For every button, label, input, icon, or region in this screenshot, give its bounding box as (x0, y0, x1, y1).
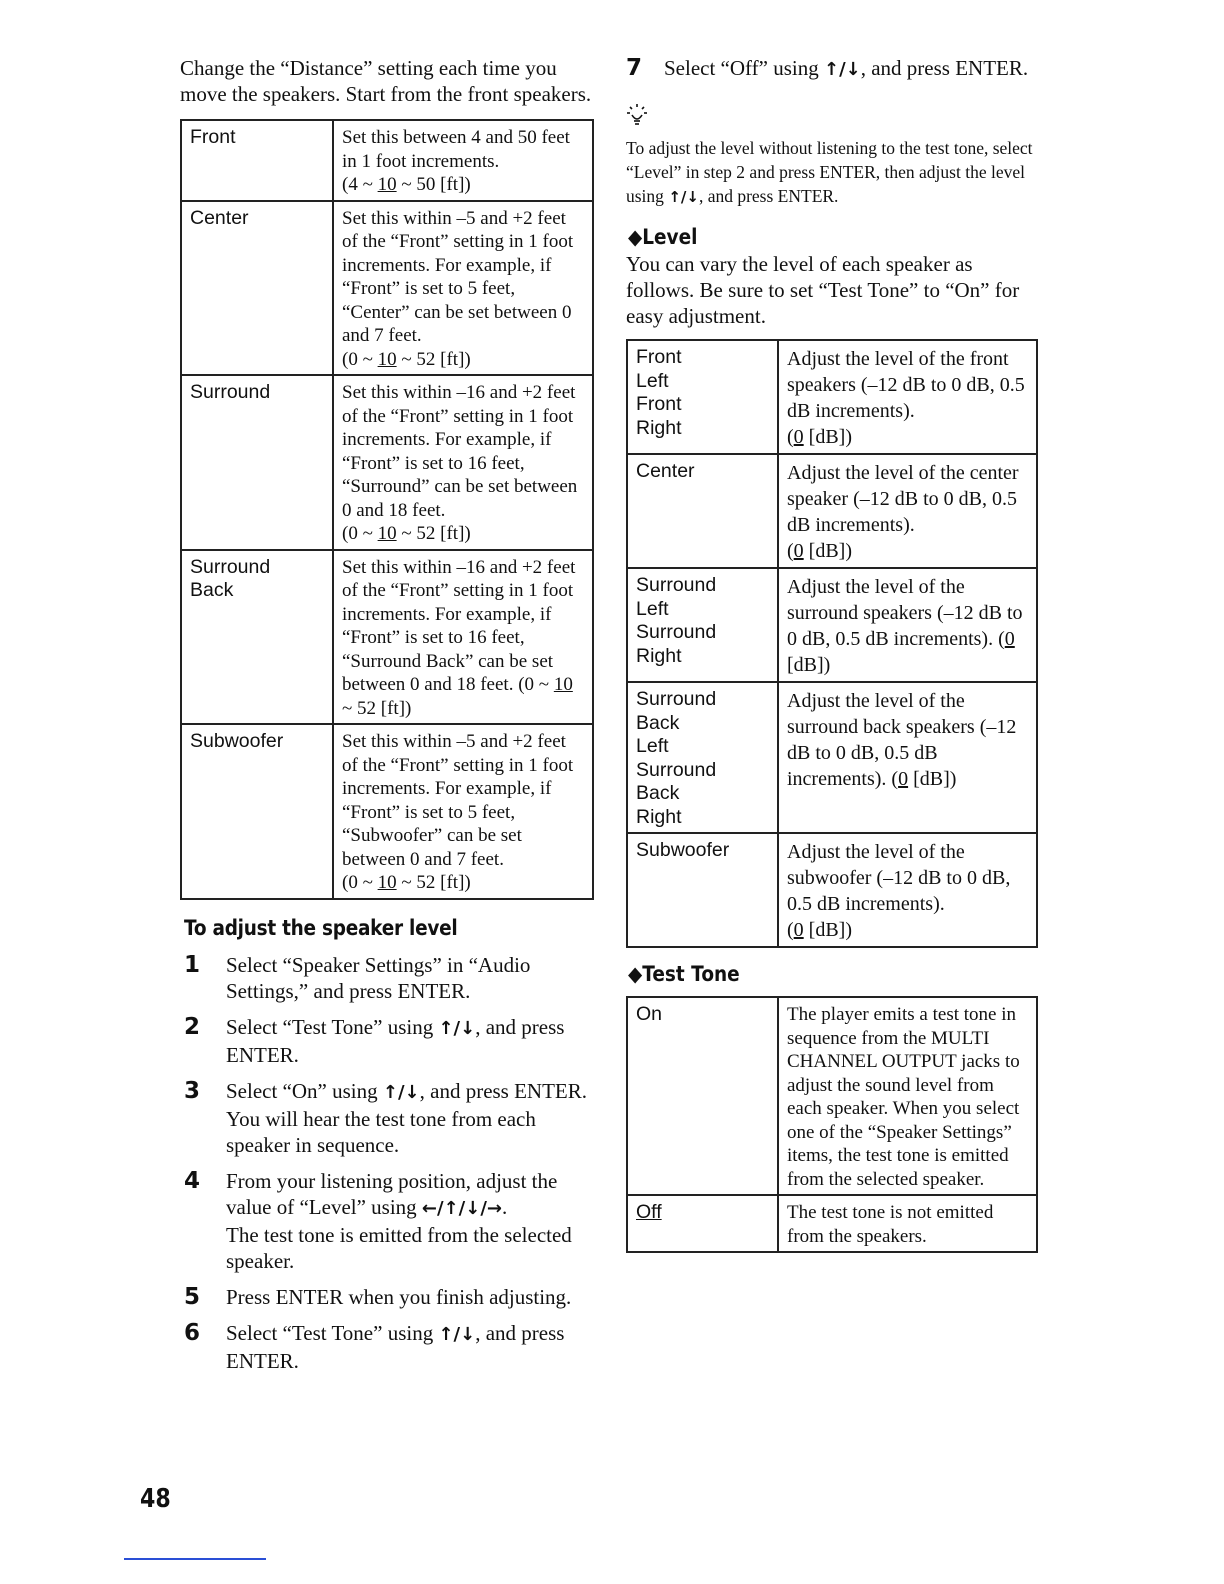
table-row (181, 375, 593, 550)
up-down-arrow-icon: ↑/↓ (382, 1081, 420, 1103)
left-column (180, 55, 594, 1384)
default-value: 0 (898, 768, 909, 790)
default-value: 0 (1004, 628, 1015, 650)
level-heading: ◆Level (628, 225, 698, 249)
step-text: Select “Speaker Settings” in “Audio Settings,” and press ENTER. (226, 952, 531, 1003)
distance-key: Center (181, 201, 333, 376)
distance-key: Subwoofer (181, 724, 333, 899)
distance-table (180, 119, 594, 900)
level-key: Subwoofer (627, 833, 778, 947)
level-description: You can vary the level of each speaker as follows. Be sure to set “Test Tone” to “On” for easy adjustment. (626, 252, 1020, 328)
distance-key: Surround Back (181, 550, 333, 725)
test-tone-table (626, 996, 1038, 1253)
default-value: 10 (377, 872, 397, 893)
right-column (626, 55, 1038, 1253)
table-row (627, 997, 1037, 1195)
distance-key: Front (181, 120, 333, 201)
table-row (181, 550, 593, 725)
table-row (627, 454, 1037, 568)
test-tone-value: The player emits a test tone in sequence from the MULTI CHANNEL OUTPUT jacks to adjust the sound level from each speaker. When you select one of the “Speaker Settings” items, the test tone is emitted from the selected speaker. (778, 997, 1037, 1195)
level-table (626, 339, 1038, 948)
default-value: 0 (793, 426, 804, 448)
step-number: 4 (184, 1167, 201, 1194)
step-number: 3 (184, 1077, 201, 1104)
default-value: 10 (377, 348, 397, 370)
table-row (627, 1195, 1037, 1252)
default-value: 0 (793, 540, 804, 562)
step-text: Select “Off” using ↑/↓, and press ENTER. (664, 56, 1029, 80)
test-tone-heading: ◆Test Tone (628, 962, 740, 986)
test-tone-key: On (627, 997, 778, 1195)
default-value: 10 (553, 674, 573, 695)
distance-value: Set this within –16 and +2 feet of the “Front” setting in 1 foot increments. For example, if “Front” is set to 16 feet, “Surround” can be set between 0 and 18 feet. (0 ~ 10 ~ 52 [ft]) (333, 375, 593, 550)
distance-value: Set this within –5 and +2 feet of the “Front” setting in 1 foot increments. For example, if “Front” is set to 5 feet, “Center” can be set between 0 and 7 feet. (0 ~ 10 ~ 52 [ft]) (333, 201, 593, 376)
test-tone-value: The test tone is not emitted from the speakers. (778, 1195, 1037, 1252)
table-row (627, 568, 1037, 682)
table-row (181, 120, 593, 201)
step-text: From your listening position, adjust the value of “Level” using ←/↑/↓/→. The test tone is emitted from the selected speaker. (226, 1168, 572, 1273)
up-down-arrow-icon: ↑/↓ (668, 188, 699, 206)
step-text: Select “On” using ↑/↓, and press ENTER. You will hear the test tone from each speaker in sequence. (226, 1078, 588, 1157)
adjust-level-heading: To adjust the speaker level (184, 915, 458, 940)
default-value: 10 (377, 523, 397, 544)
level-key: Surround Left Surround Right (627, 568, 778, 682)
footer-rule (124, 1558, 266, 1560)
step-5 (180, 1284, 594, 1310)
distance-value: Set this within –5 and +2 feet of the “Front” setting in 1 foot increments. For example, if “Front” is set to 5 feet, “Subwoofer” can be set between 0 and 7 feet. (0 ~ 10 ~ 52 [ft]) (333, 724, 593, 899)
table-row (181, 724, 593, 899)
step-1 (180, 952, 594, 1004)
table-row (627, 682, 1037, 833)
step-text: Select “Test Tone” using ↑/↓, and press ENTER. (226, 1014, 565, 1067)
level-key: Front Left Front Right (627, 340, 778, 454)
level-key: Surround Back Left Surround Back Right (627, 682, 778, 833)
step-number: 6 (184, 1319, 201, 1346)
page-number: 48 (140, 1484, 171, 1514)
step-number: 2 (184, 1013, 201, 1040)
step-6 (180, 1320, 594, 1374)
default-value: 10 (377, 174, 397, 195)
table-row (627, 340, 1037, 454)
level-value: Adjust the level of the subwoofer (–12 dB to 0 dB, 0.5 dB increments). (0 [dB]) (778, 833, 1037, 947)
table-row (627, 833, 1037, 947)
distance-intro: Change the “Distance” setting each time you move the speakers. Start from the front speakers. (180, 56, 592, 106)
hint-text: To adjust the level without listening to the test tone, select “Level” in step 2 and press ENTER, then adjust the level using ↑/↓, and press ENTER. (626, 138, 1033, 206)
hint-lightbulb-icon (626, 103, 1038, 132)
test-tone-key: Off (627, 1195, 778, 1252)
step-text: Press ENTER when you finish adjusting. (226, 1284, 572, 1309)
up-down-arrow-icon: ↑/↓ (438, 1017, 476, 1039)
distance-value: Set this between 4 and 50 feet in 1 foot increments. (4 ~ 10 ~ 50 [ft]) (333, 120, 593, 201)
up-down-arrow-icon: ↑/↓ (823, 59, 861, 80)
distance-value: Set this within –16 and +2 feet of the “Front” setting in 1 foot increments. For example, if “Front” is set to 16 feet, “Surround Back” can be set between 0 and 18 feet. (0 ~ 10 ~ 52 [ft]) (333, 550, 593, 725)
level-value: Adjust the level of the front speakers (–12 dB to 0 dB, 0.5 dB increments). (0 [dB]) (778, 340, 1037, 454)
step-number: 7 (626, 55, 643, 81)
level-value: Adjust the level of the surround back speakers (–12 dB to 0 dB, 0.5 dB increments). (0 [dB]) (778, 682, 1037, 833)
step-4 (180, 1168, 594, 1274)
step-text: Select “Test Tone” using ↑/↓, and press ENTER. (226, 1320, 565, 1373)
step-number: 1 (184, 951, 201, 978)
step-7 (626, 55, 1038, 83)
level-value: Adjust the level of the surround speakers (–12 dB to 0 dB, 0.5 dB increments). (0 [dB]) (778, 568, 1037, 682)
step-2 (180, 1014, 594, 1068)
level-value: Adjust the level of the center speaker (–12 dB to 0 dB, 0.5 dB increments). (0 [dB]) (778, 454, 1037, 568)
up-down-arrow-icon: ↑/↓ (438, 1323, 476, 1345)
step-number: 5 (184, 1283, 201, 1310)
distance-key: Surround (181, 375, 333, 550)
table-row (181, 201, 593, 376)
step-3 (180, 1078, 594, 1158)
four-way-arrow-icon: ←/↑/↓/→ (421, 1197, 502, 1219)
level-key: Center (627, 454, 778, 568)
default-value: 0 (793, 919, 804, 941)
